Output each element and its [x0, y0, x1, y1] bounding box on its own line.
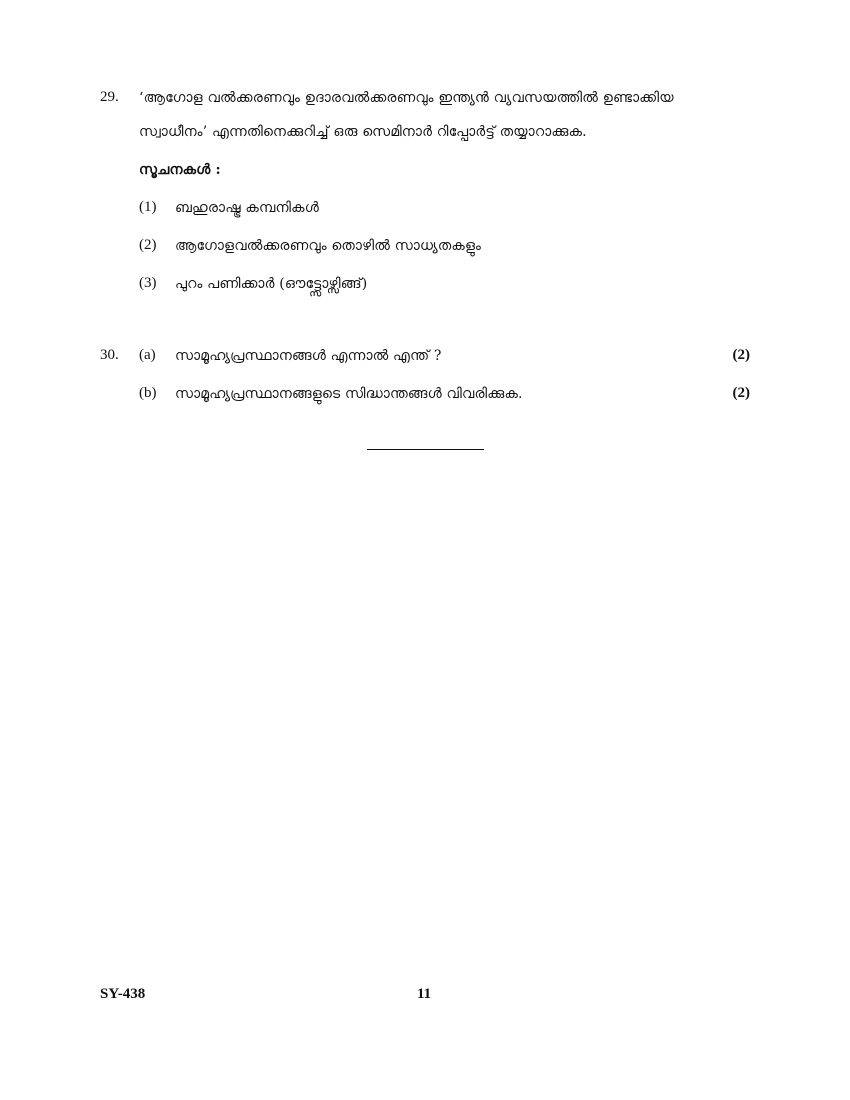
- part-label: (b): [139, 385, 157, 401]
- hint-text: പുറം പണിക്കാർ (ഔട്ട്സോഴ്സിങ്ങ്): [175, 276, 368, 292]
- part-label: (a): [139, 347, 156, 363]
- part-marks: (2): [732, 347, 750, 363]
- question-29-line-1: ‘ആഗോള വൽക്കരണവും ഉദാരവൽക്കരണവും ഇന്ത്യൻ വ്യവസയത്തിൽ ഉണ്ടാക്കിയ: [139, 90, 674, 106]
- page-number: 11: [417, 986, 432, 1002]
- hint-text: ബഹുരാഷ്ട്ര കമ്പനികൾ: [175, 200, 319, 216]
- part-text: സാമൂഹ്യപ്രസ്ഥാനങ്ങളുടെ സിദ്ധാന്തങ്ങൾ വിവരിക്കുക.: [175, 386, 523, 402]
- hints-heading: സൂചനകൾ :: [139, 162, 221, 178]
- hint-label: (2): [139, 237, 157, 253]
- part-text: സാമൂഹ്യപ്രസ്ഥാനങ്ങൾ എന്നാൽ എന്ത് ?: [175, 348, 442, 364]
- paper-code: SY-438: [100, 986, 146, 1002]
- question-29-line-2: സ്വാധീനം’ എന്നതിനെക്കുറിച്ച് ഒരു സെമിനാർ റിപ്പോർട്ട് തയ്യാറാക്കുക.: [139, 124, 587, 140]
- hint-label: (3): [139, 275, 157, 291]
- end-divider: [367, 449, 484, 450]
- hint-text: ആഗോളവൽക്കരണവും തൊഴിൽ സാധ്യതകളും: [175, 238, 482, 254]
- question-29-number: 29.: [100, 89, 119, 105]
- part-marks: (2): [732, 385, 750, 401]
- question-30-number: 30.: [100, 347, 119, 363]
- hint-label: (1): [139, 199, 157, 215]
